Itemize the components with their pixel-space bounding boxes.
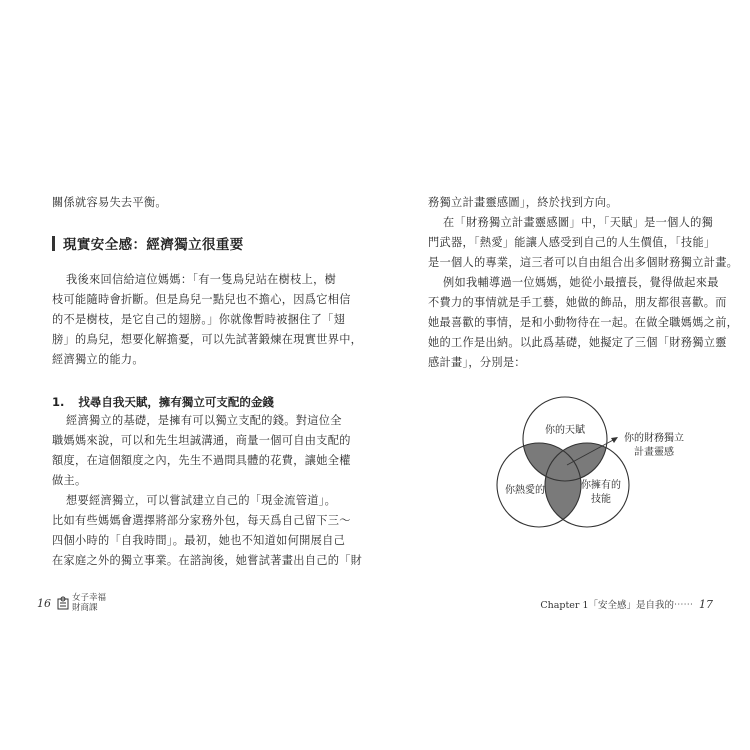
text-line: 額度，在這個額度之內，先生不過問具體的花費，讓她全權 (52, 454, 351, 467)
subheading (52, 394, 274, 410)
plan-label-line1: 你的財務獨立 (624, 433, 684, 444)
chapter-title: Chapter 1「安全感」是自我的⋯⋯ (540, 600, 693, 611)
logo-text-line2: 財商課 (72, 603, 98, 613)
page-number-left: 16 (37, 596, 51, 610)
text-line: 職媽媽來說，可以和先生坦誠溝通，商量一個可自由支配的 (52, 434, 351, 447)
text-line: 門武器，「熱愛」能讓人感受到自己的人生價值，「技能」 (428, 236, 716, 249)
book-logo (57, 593, 106, 613)
logo-icon (57, 596, 69, 610)
venn-diagram (487, 393, 727, 533)
right-page (375, 0, 750, 750)
left-footer (37, 593, 106, 613)
text-line: 例如我輔導過一位媽媽，她從小最擅長，覺得做起來最 (443, 276, 719, 289)
arrow-icon (611, 437, 618, 443)
text-line: 經濟獨立的能力。 (52, 353, 144, 366)
section-title: 現實安全感：經濟獨立很重要 (63, 237, 244, 253)
text-line: 不費力的事情就是手工藝，她做的飾品，朋友都很喜歡。而 (428, 296, 727, 309)
text-line: 務獨立計畫靈感圖」，終於找到方向。 (428, 196, 618, 209)
text-line: 四個小時的「自我時間」。最初，她也不知道如何開展自己 (52, 534, 346, 547)
text-line: 我後來回信給這位媽媽：「有一隻鳥兒站在樹枝上，樹 (66, 273, 337, 286)
subheading-number: 1. (52, 395, 65, 409)
talent-label: 你的天賦 (545, 425, 585, 436)
right-footer (540, 597, 713, 611)
text-line: 是一個人的專業，這三者可以自由組合出多個財務獨立計畫。 (428, 256, 739, 269)
text-line: 在「財務獨立計畫靈感圖」中，「天賦」是一個人的獨 (443, 216, 714, 229)
text-line: 在家庭之外的獨立事業。在諮詢後，她嘗試著畫出自己的「財 (52, 554, 363, 567)
text-line: 枝可能隨時會折斷。但是鳥兒一點兒也不擔心，因爲它相信 (52, 293, 351, 306)
page-number-right: 17 (699, 597, 713, 611)
love-label: 你熱愛的 (505, 485, 545, 496)
text-line: 做主。 (52, 474, 87, 487)
text-line: 的不是樹枝，是它自己的翅膀。」你就像暫時被捆住了「翅 (52, 313, 346, 326)
text-line: 關係就容易失去平衡。 (52, 196, 167, 209)
text-line: 她最喜歡的事情，是和小動物待在一起。在做全職媽媽之前， (428, 316, 739, 329)
section-marker (52, 236, 55, 251)
text-line: 感計畫」，分別是： (428, 356, 526, 369)
section-heading (52, 233, 244, 253)
text-line: 比如有些媽媽會選擇將部分家務外包，每天爲自己留下三～ (52, 514, 351, 527)
text-line: 她的工作是出納。以此爲基礎，她擬定了三個「財務獨立靈 (428, 336, 727, 349)
skill-label-line2: 技能 (591, 494, 611, 505)
text-line: 想要經濟獨立，可以嘗試建立自己的「現金流管道」。 (66, 494, 337, 507)
plan-label-line2: 計畫靈感 (634, 447, 674, 458)
logo-text-line1: 女子幸福 (72, 593, 107, 603)
subheading-text: 找尋自我天賦，擁有獨立可支配的金錢 (78, 395, 274, 409)
text-line: 經濟獨立的基礎，是擁有可以獨立支配的錢。對這位全 (66, 414, 342, 427)
text-line: 膀」的鳥兒，想要化解擔憂，可以先試著鍛煉在現實世界中， (52, 333, 363, 346)
skill-label-line1: 你擁有的 (581, 480, 621, 491)
